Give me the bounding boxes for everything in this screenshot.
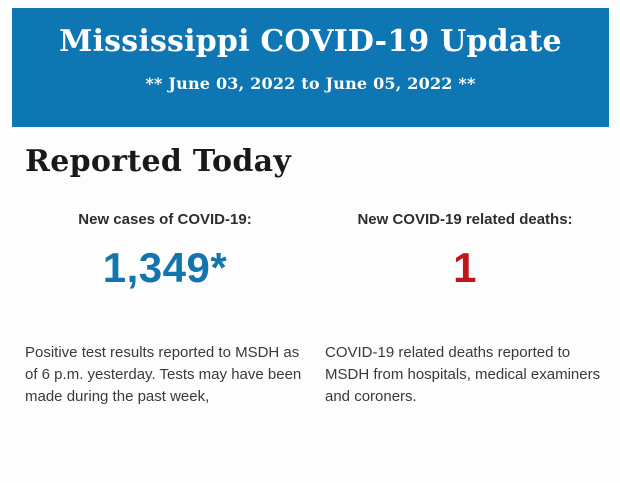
stat-card-new-deaths [325, 210, 605, 408]
new-deaths-label: New COVID-19 related deaths: [357, 211, 573, 228]
new-cases-description: Positive test results reported to MSDH as of 6 p.m. yesterday. Tests may have been made during the past week, [25, 344, 302, 405]
new-cases-label: New cases of COVID-19: [78, 211, 252, 228]
new-deaths-description: COVID-19 related deaths reported to MSDH from hospitals, medical examiners and coroners. [325, 344, 601, 405]
new-deaths-value: 1 [453, 244, 477, 291]
page-title: Mississippi COVID-19 Update [59, 24, 562, 59]
new-cases-value: 1,349* [102, 244, 228, 291]
reported-today-heading: Reported Today [25, 144, 292, 179]
header-banner [12, 8, 609, 127]
stats-grid [25, 210, 605, 408]
date-range-subtitle: ** June 03, 2022 to June 05, 2022 ** [145, 74, 476, 93]
stat-card-new-cases [25, 210, 305, 408]
